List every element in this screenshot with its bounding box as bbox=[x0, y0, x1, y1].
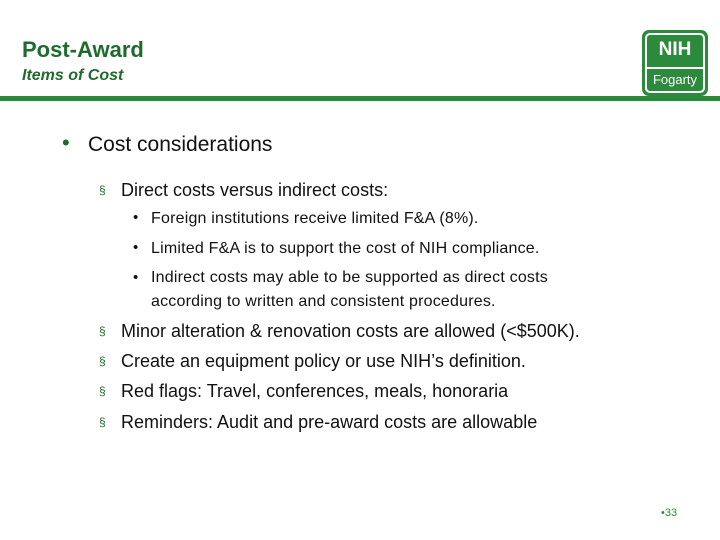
sub-item-indirect-costs-line1: Indirect costs may able to be supported as direct costs bbox=[151, 269, 548, 286]
section-bullet-icon: § bbox=[99, 324, 106, 338]
sub-bullet-icon: • bbox=[133, 269, 139, 286]
section-bullet-icon: § bbox=[99, 354, 106, 368]
direct-costs-heading: Direct costs versus indirect costs: bbox=[121, 180, 389, 200]
page-number-value: 33 bbox=[664, 507, 678, 519]
item-equipment-policy: Create an equipment policy or use NIH’s definition. bbox=[121, 351, 526, 371]
logo-nih-text: NIH bbox=[658, 39, 692, 60]
item-renovation: Minor alteration & renovation costs are allowed (<$500K). bbox=[121, 321, 580, 341]
slide-subtitle: Items of Cost bbox=[22, 67, 124, 84]
main-bullet-text: Cost considerations bbox=[88, 133, 273, 156]
page-bullet-icon: • bbox=[661, 507, 665, 519]
slide-title: Post-Award bbox=[22, 37, 144, 62]
sub-item-indirect-costs-line2: according to written and consistent procedures. bbox=[151, 293, 496, 310]
logo-frame bbox=[645, 33, 705, 93]
section-bullet-icon: § bbox=[99, 183, 106, 197]
item-red-flags: Red flags: Travel, conferences, meals, honoraria bbox=[121, 381, 509, 401]
section-bullet-icon: § bbox=[99, 384, 106, 398]
sub-bullet-icon: • bbox=[133, 239, 139, 256]
item-reminders: Reminders: Audit and pre-award costs are allowable bbox=[121, 412, 538, 432]
logo-fogarty-text: Fogarty bbox=[652, 72, 698, 87]
nih-fogarty-logo bbox=[642, 30, 708, 96]
page-number bbox=[661, 506, 677, 520]
section-bullet-icon: § bbox=[99, 415, 106, 429]
sub-item-foreign-fa: Foreign institutions receive limited F&A (8%). bbox=[151, 210, 479, 227]
bullet-icon: • bbox=[62, 130, 70, 155]
logo-divider bbox=[647, 67, 703, 69]
sub-bullet-icon: • bbox=[133, 209, 139, 226]
sub-item-limited-fa: Limited F&A is to support the cost of NIH compliance. bbox=[151, 240, 540, 257]
header-divider bbox=[0, 96, 720, 101]
